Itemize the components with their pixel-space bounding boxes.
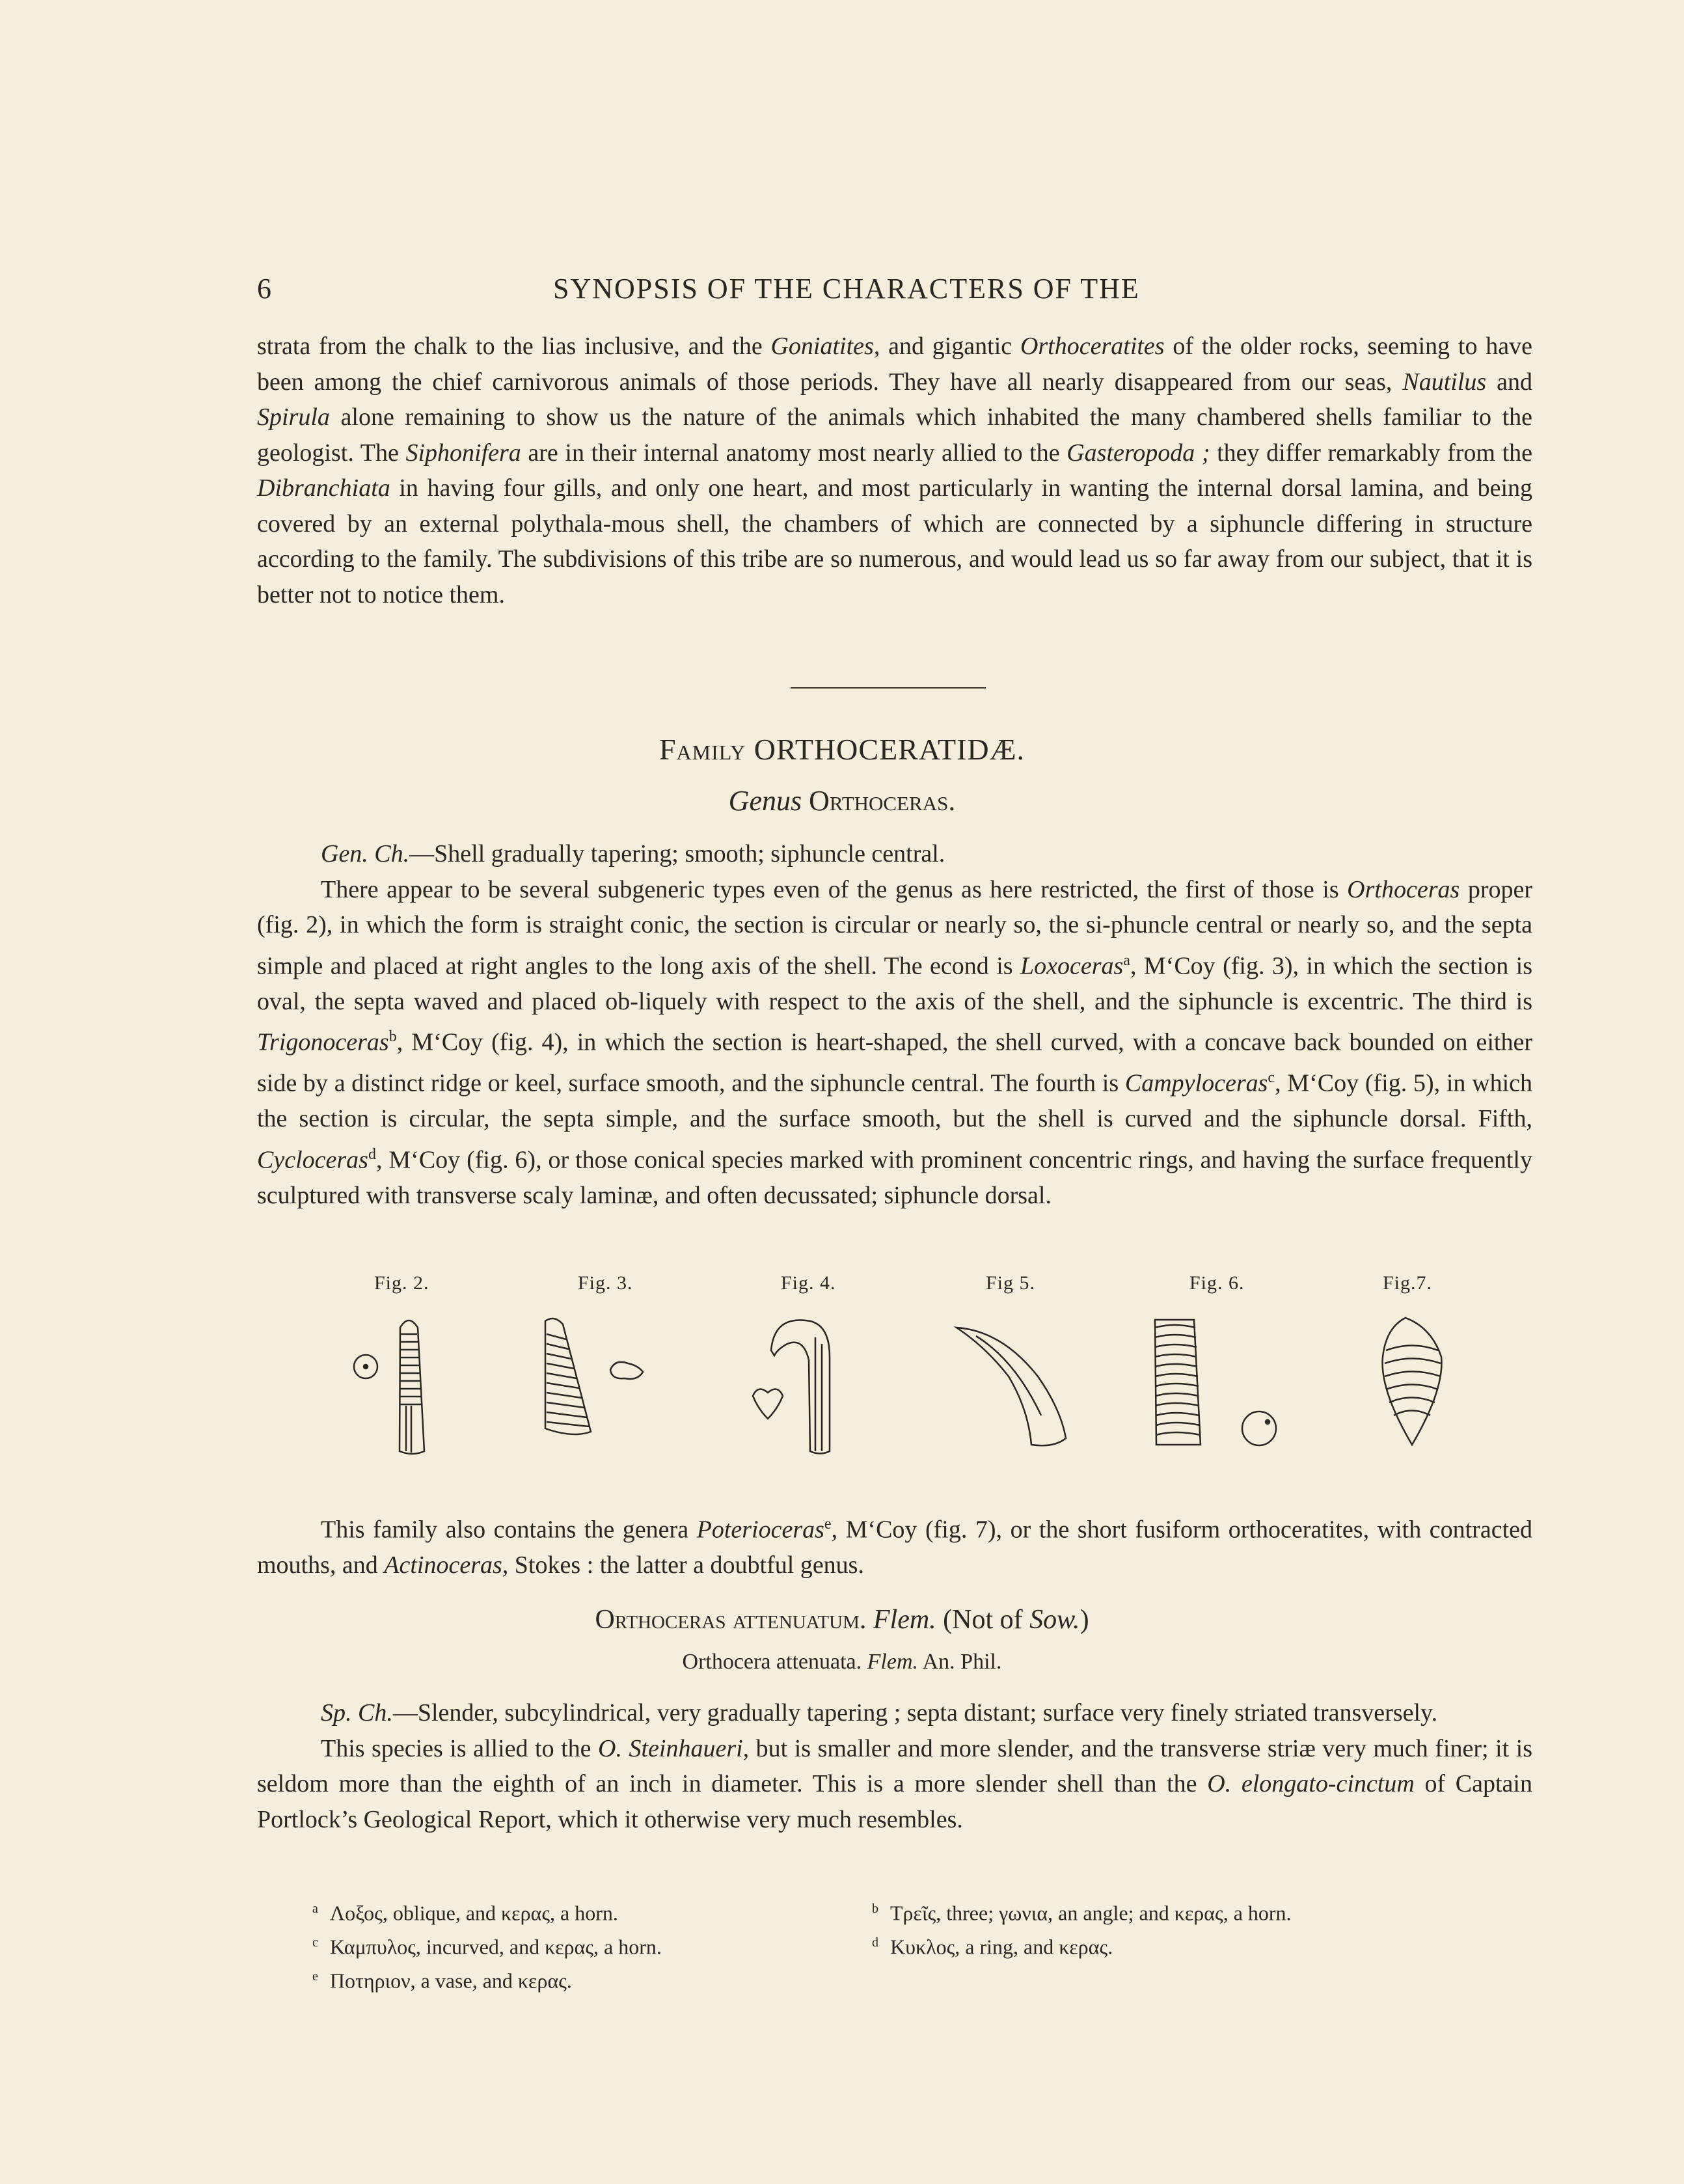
comparison-paragraph [257, 1731, 1532, 1838]
poterioceras-figure [1360, 1311, 1464, 1454]
footnote [312, 1960, 572, 1997]
taxon-name: Campyloceras [1124, 1069, 1268, 1097]
loxoceras-figure [534, 1308, 677, 1451]
species-description [257, 1695, 1532, 1837]
family-label: Family [659, 733, 746, 766]
campyloceras-figure [950, 1311, 1093, 1454]
trigonoceras-figure [739, 1311, 869, 1467]
gen-ch-text: —Shell gradually tapering; smooth; siphuncle central. [409, 840, 945, 867]
taxon-name: O. Steinhaueri, [598, 1734, 750, 1762]
taxon-name: Orthoceratites [1020, 333, 1165, 360]
taxon-name: O. elongato-cinctum [1207, 1770, 1415, 1797]
footnote-mark: c [312, 1935, 318, 1950]
footnote-text: Κυκλος, a ring, and κερας. [890, 1935, 1113, 1959]
page-number: 6 [257, 273, 273, 305]
fig-label: Fig. 4. [781, 1272, 836, 1294]
footnote [872, 1926, 1113, 1963]
running-title: SYNOPSIS OF THE CHARACTERS OF THE [553, 273, 1140, 305]
family-heading [0, 732, 1684, 767]
footnote-text: Τρεῖς, three; γωνια, an angle; and κερας, a horn. [890, 1901, 1292, 1925]
species-synonym [0, 1650, 1684, 1674]
gen-ch-label: Gen. Ch. [321, 840, 410, 867]
footnote-mark: b [872, 1902, 878, 1916]
body-text: proper (fig. 2), in which the form is straight conic, the section is circular or nearly so, the si-phuncle central or nearly so, and the septa simple and placed at right angles to the long axis of the shell. The econd is [257, 875, 1532, 980]
sp-ch-text: —Slender, subcylindrical, very gradually tapering ; septa distant; surface very finely striated transversely. [392, 1699, 1438, 1727]
sp-ch-label: Sp. Ch. [321, 1699, 393, 1727]
body-text: This species is allied to the [321, 1734, 599, 1762]
footnote-ref: b [388, 1028, 397, 1046]
genus-heading [0, 784, 1684, 817]
cycloceras-figure [1148, 1308, 1292, 1464]
footnote-text: Ποτηριον, a vase, and κερας. [329, 1969, 572, 1993]
species-note: (Not of [943, 1605, 1030, 1635]
taxon-name: Goniatites [770, 333, 874, 360]
intro-text: and [1486, 368, 1532, 396]
footnote [872, 1892, 1292, 1930]
section-divider [791, 687, 986, 689]
intro-text: alone remaining to show us the nature of the animals which inhabited the many chambered shells familiar to the geologist. The [257, 403, 1532, 467]
intro-text: , and gigantic [873, 333, 1020, 360]
species-name: Orthoceras attenuatum. [595, 1605, 867, 1635]
body-text: , M‘Coy (fig. 4), in which the section is heart-shaped, the shell curved, with a concave back bounded on either side by a distinct ridge or keel, surface smooth, and the siphuncle central. The fourth is [257, 1028, 1532, 1097]
intro-text: they differ remarkably from the [1210, 439, 1533, 467]
fig-label: Fig.7. [1383, 1272, 1433, 1294]
footnote-ref: e [824, 1516, 832, 1533]
body-text: Stokes : the latter a doubtful genus. [508, 1551, 864, 1579]
intro-text: of the older rocks, seeming to have been among the chief carnivorous animals of those periods. They have all nearly disappeared from our seas, [257, 333, 1532, 396]
family-name: ORTHOCERATIDÆ. [754, 733, 1025, 766]
body-text: There appear to be several subgeneric types even of the genus as here restricted, the first of those is [321, 875, 1348, 903]
footnote-text: Καμπυλος, incurved, and κερας, a horn. [329, 1935, 662, 1959]
body-text: , M‘Coy (fig. 6), or those conical species marked with prominent concentric rings, and having the surface frequently sculptured with transverse scaly laminæ, and often decussated; siphuncle dorsal. [257, 1146, 1532, 1210]
synonym-name: Orthocera attenuata. [682, 1650, 862, 1674]
taxon-name: Orthoceras [1347, 875, 1460, 903]
genus-name: Orthoceras. [809, 785, 956, 817]
footnote-mark: a [312, 1902, 318, 1916]
footnote-ref: c [1268, 1069, 1275, 1087]
taxon-name: Siphonifera [405, 439, 521, 467]
fig-label: Fig. 6. [1189, 1272, 1245, 1294]
species-note-author: Sow. [1029, 1605, 1080, 1635]
footnote-ref: a [1123, 951, 1130, 969]
figure-row [0, 1272, 1684, 1494]
subgeneric-paragraph [257, 872, 1532, 1214]
species-heading [0, 1604, 1684, 1635]
footnote-ref: d [368, 1145, 376, 1163]
genus-label: Genus [728, 785, 802, 817]
genus-description [257, 836, 1532, 1214]
intro-text: are in their internal anatomy most nearly allied to the [521, 439, 1067, 467]
taxon-name: Actinoceras, [384, 1551, 509, 1579]
taxon-name: Dibranchiata [257, 474, 390, 502]
footnote-mark: e [312, 1969, 318, 1984]
body-text: , M‘Coy (fig. 5), in which the section is circular, the septa simple, and the surface smooth, but the shell is curved and the siphuncle dorsal. Fifth, [257, 1069, 1533, 1133]
footnote [312, 1926, 662, 1963]
fig-label: Fig 5. [986, 1272, 1036, 1294]
species-note: ) [1080, 1605, 1089, 1635]
intro-text: strata from the chalk to the lias inclusive, and the [257, 333, 771, 360]
taxon-name: Trigonoceras [257, 1028, 389, 1056]
orthoceras-figure [338, 1308, 469, 1464]
taxon-name: Nautilus [1402, 368, 1487, 396]
taxon-name: Loxoceras [1020, 952, 1124, 980]
species-author: Flem. [873, 1605, 936, 1635]
running-header [257, 272, 1194, 305]
taxon-name: Poterioceras [696, 1516, 824, 1544]
taxon-name: Cycloceras [257, 1146, 368, 1174]
fig-label: Fig. 2. [374, 1272, 429, 1294]
footnote-text: Λοξος, oblique, and κερας, a horn. [329, 1901, 618, 1925]
footnote-mark: d [872, 1935, 878, 1950]
taxon-name: Gasteropoda ; [1066, 439, 1210, 467]
synonym-author: Flem. [867, 1650, 918, 1674]
body-text: , M‘Coy (fig. 7), or the short fusiform orthoceratites, with contracted mouths, and [257, 1516, 1532, 1579]
body-text: , M‘Coy (fig. 3), in which the section is oval, the septa waved and placed ob-liquely with respect to the axis of the shell, and the siphuncle is excentric. The third is [257, 952, 1532, 1015]
footnote [312, 1892, 618, 1930]
intro-paragraph [257, 329, 1532, 612]
taxon-name: Spirula [257, 403, 330, 431]
specific-characters [257, 1695, 1532, 1731]
fig-label: Fig. 3. [578, 1272, 633, 1294]
body-text: This family also contains the genera [321, 1516, 697, 1544]
body-text: of Captain Portlock’s Geological Report, which it otherwise very much resembles. [257, 1770, 1532, 1833]
generic-characters [257, 836, 1532, 872]
synonym-reference: An. Phil. [922, 1650, 1002, 1674]
intro-text: in having four gills, and only one heart, and most particularly in wanting the internal dorsal lamina, and being covered by an external polythala-mous shell, the chambers of which are connected by a siphuncle differing in structure according to the family. The subdivisions of this tribe are so numerous, and would lead us so far away from our subject, that it is better not to notice them. [257, 474, 1532, 608]
family-note [257, 1507, 1532, 1583]
body-text: but is smaller and more slender, and the transverse striæ very much finer; it is seldom more than the eighth of an inch in diameter. This is a more slender shell than the [257, 1734, 1532, 1797]
